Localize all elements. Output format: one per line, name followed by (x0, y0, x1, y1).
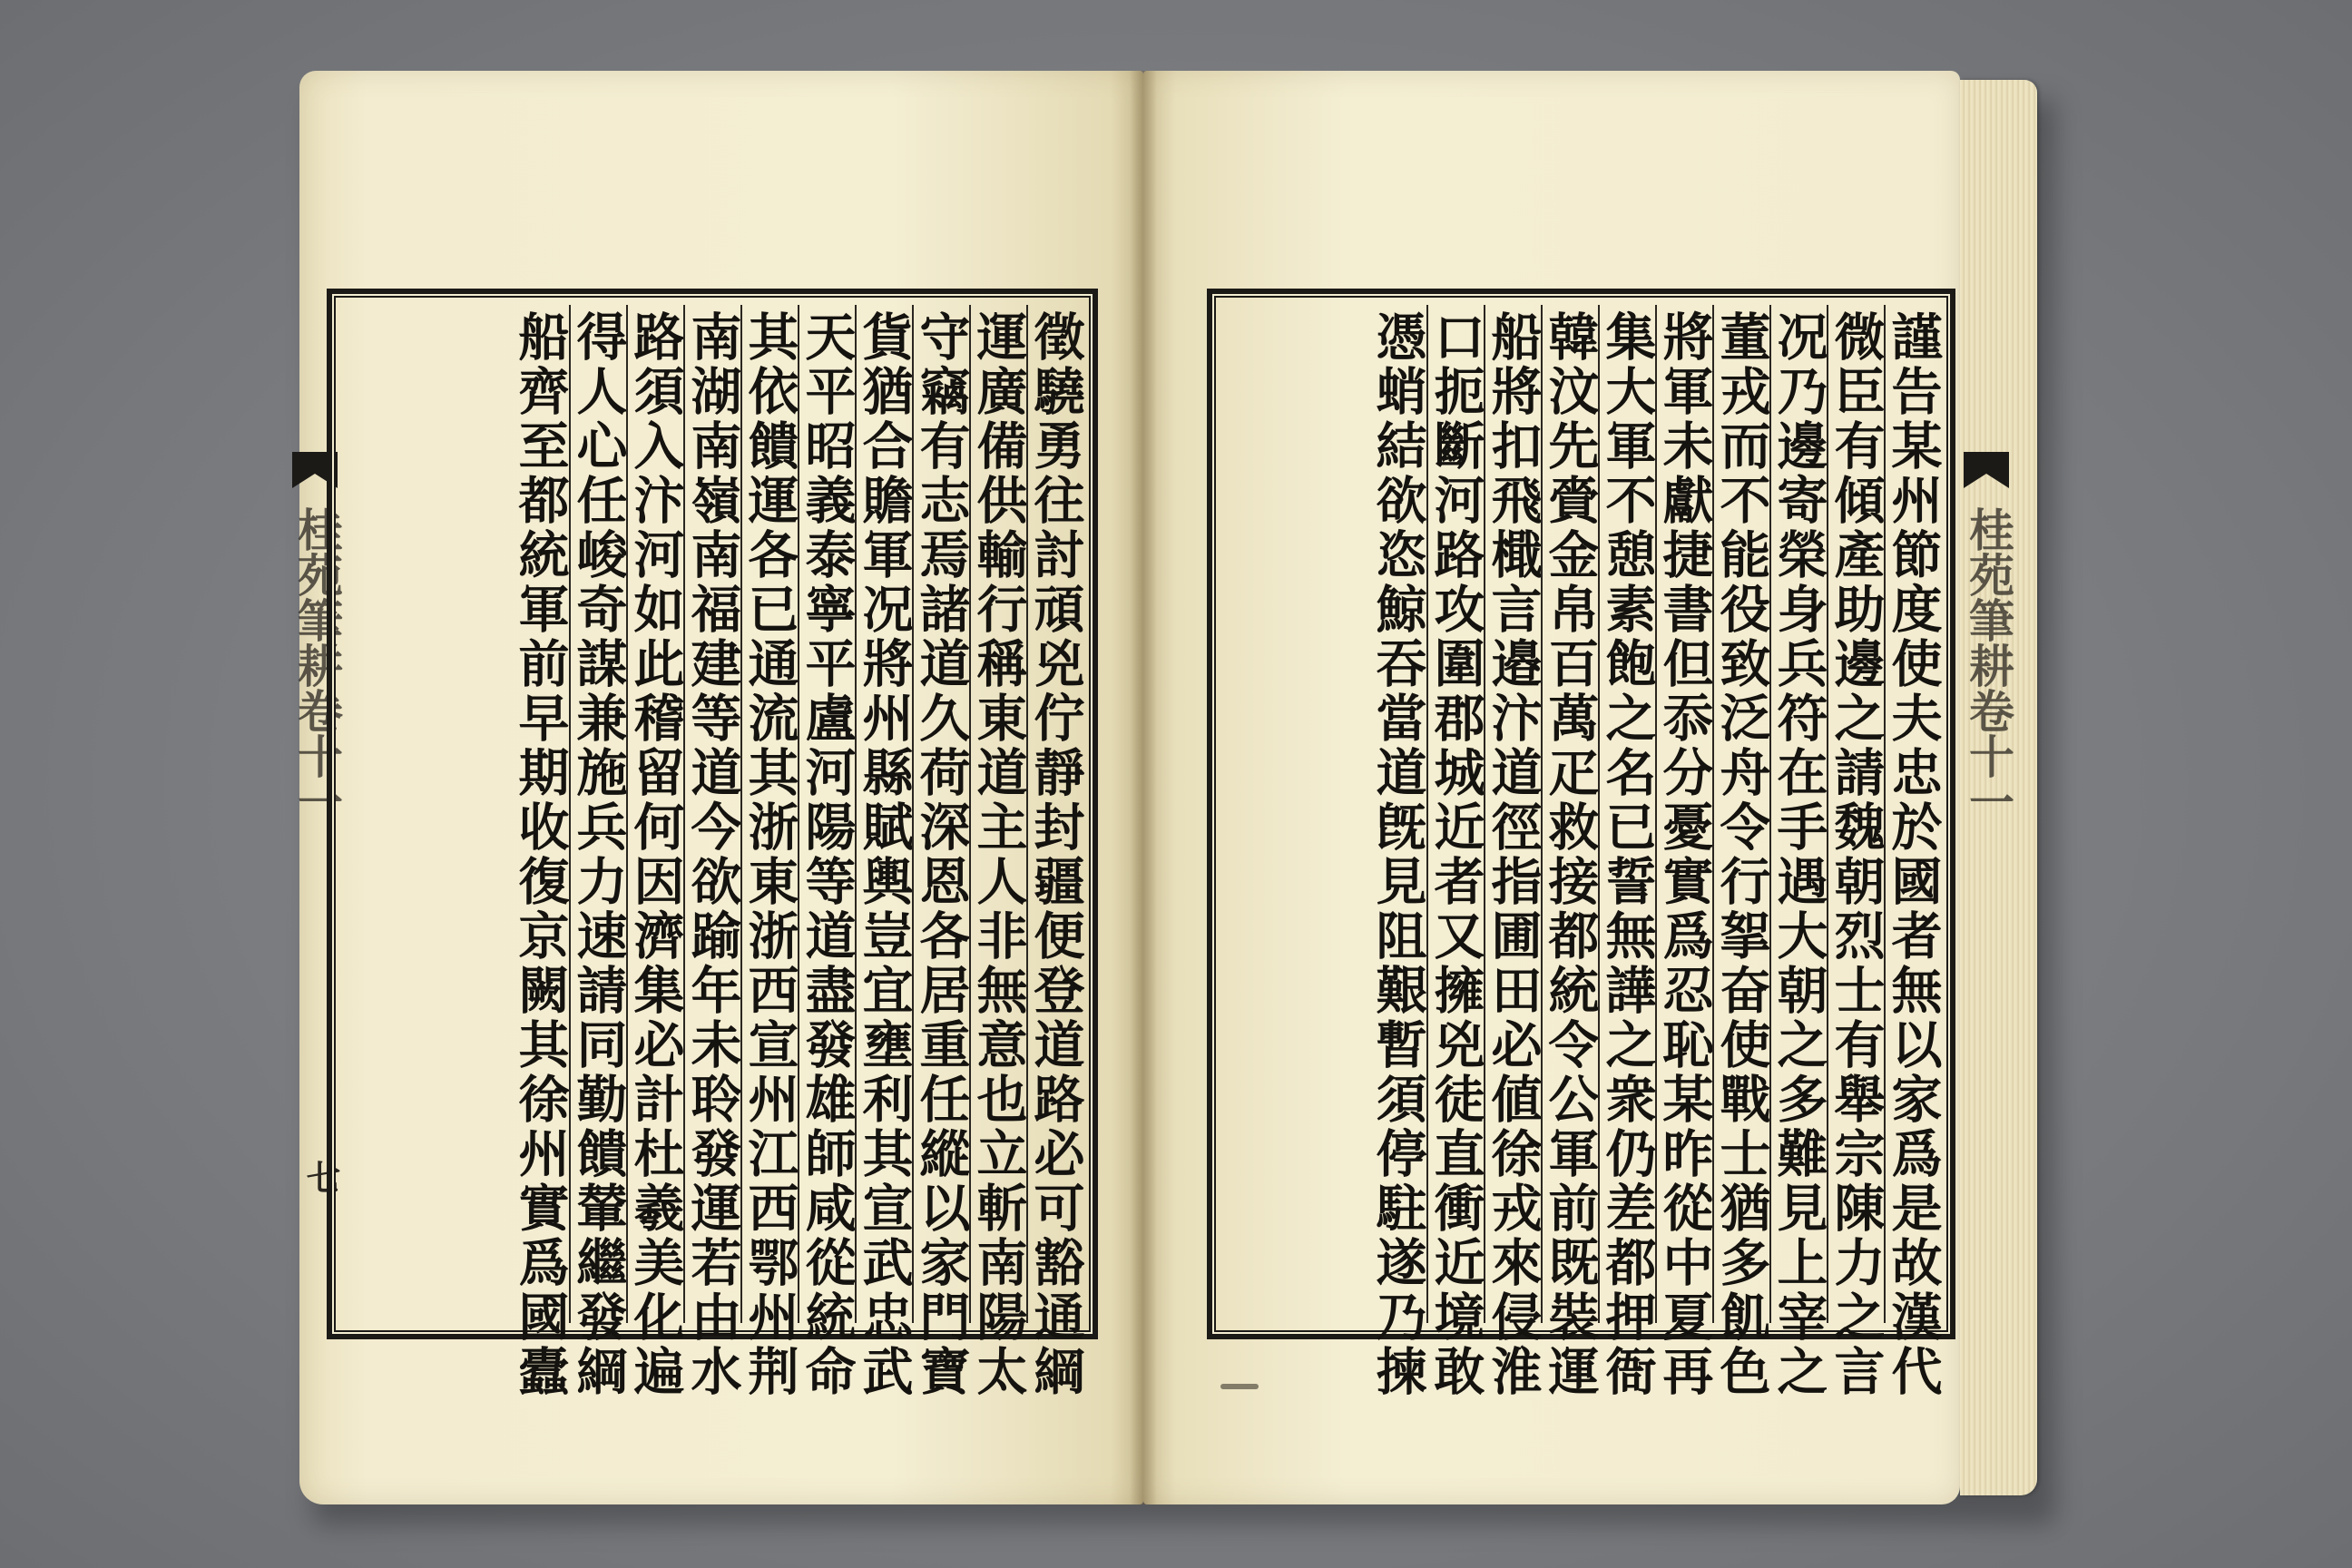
fishtail-mark-icon (1964, 452, 2009, 488)
text-column (1769, 305, 1829, 1399)
column-text: 船齊至都統軍前早期收復京闕其徐州實爲國蠹 (510, 310, 571, 1399)
left-margin-title: 桂苑筆耕卷十一 (290, 506, 344, 824)
text-column (1483, 305, 1544, 1399)
text-column (1025, 305, 1086, 1399)
column-text: 董戎而不能役致泛舟令行挐奋使戰士猶多飢色 (1711, 310, 1772, 1399)
text-column (854, 305, 915, 1399)
column-text: 口扼斷河路攻圍郡城近者又擁兇徒直衝近境敢 (1426, 310, 1486, 1399)
column-text: 徵驍勇往討頑兇佇靜封疆便登道路必可豁通綱 (1025, 310, 1086, 1399)
text-column (1426, 305, 1486, 1399)
left-columns (510, 305, 1086, 1399)
column-text: 憑蛸結欲恣鯨吞當道旣見阻艱暫須停駐遂乃揀 (1367, 310, 1428, 1399)
text-column (568, 305, 629, 1399)
text-column (911, 305, 972, 1399)
ink-mark (1220, 1384, 1259, 1389)
column-text: 路須入汴河如此稽留何因濟集必計杜羲美化遍 (625, 310, 686, 1399)
column-text: 將軍未獻捷書但忝分憂實爲忍恥某昨從中夏再 (1654, 310, 1715, 1399)
column-text: 船將扣飛檝言邉汴道徑指圃田必値徐戎來侵淮 (1483, 310, 1544, 1399)
text-column (1597, 305, 1658, 1399)
column-text: 韓汶先賫金帛百萬疋救接都統令公軍前既裝運 (1540, 310, 1601, 1399)
column-text: 貨猶合贍軍况將州縣賦輿豈宜壅利其宣武忠武 (854, 310, 915, 1399)
text-column (1711, 305, 1772, 1399)
column-text: 微臣有傾產助邊之請魏朝烈士有舉宗陳力之言 (1826, 310, 1886, 1399)
text-column (1654, 305, 1715, 1399)
left-page-number: 七 (300, 1160, 341, 1194)
right-columns (1367, 305, 1944, 1399)
text-column (740, 305, 800, 1399)
column-text: 天平昭義泰寧平盧河陽等道盡發雄師咸從統命 (797, 310, 858, 1399)
text-column (625, 305, 686, 1399)
text-column (510, 305, 571, 1399)
column-text: 守竊有志焉諸道久荷深恩各居重任縱以家門寶 (911, 310, 972, 1399)
book-gutter (1130, 71, 1157, 1504)
text-column (1826, 305, 1886, 1399)
column-text: 得人心任峻奇謀兼施兵力速請同勤饋輦繼發綱 (568, 310, 629, 1399)
column-text: 其依饋運各已通流其浙東浙西宣州江西鄂州荆 (740, 310, 800, 1399)
right-margin-title: 桂苑筆耕卷十一 (1962, 506, 2015, 824)
text-column (1540, 305, 1601, 1399)
text-column (682, 305, 743, 1399)
column-text: 運廣備供輸行稱東道主人非無意也立斬南陽太 (968, 310, 1029, 1399)
text-column (968, 305, 1029, 1399)
column-text: 謹告某州節度使夫忠於國者無以家爲是故漢代 (1883, 310, 1944, 1399)
right-margin-strip (1960, 289, 2013, 1339)
column-text: 集大軍不憩素飽之名已誓無譁之衆仍差都押衙 (1597, 310, 1658, 1399)
column-text: 南湖南嶺南福建等道今欲踰年未聆發運若由水 (682, 310, 743, 1399)
right-text-frame (1207, 289, 1955, 1399)
text-column (1883, 305, 1944, 1399)
column-text: 况乃邊寄榮身兵符在手遇大朝之多難見上宰之 (1769, 310, 1829, 1399)
left-text-frame (327, 289, 1098, 1399)
text-column (1367, 305, 1428, 1399)
text-column (797, 305, 858, 1399)
